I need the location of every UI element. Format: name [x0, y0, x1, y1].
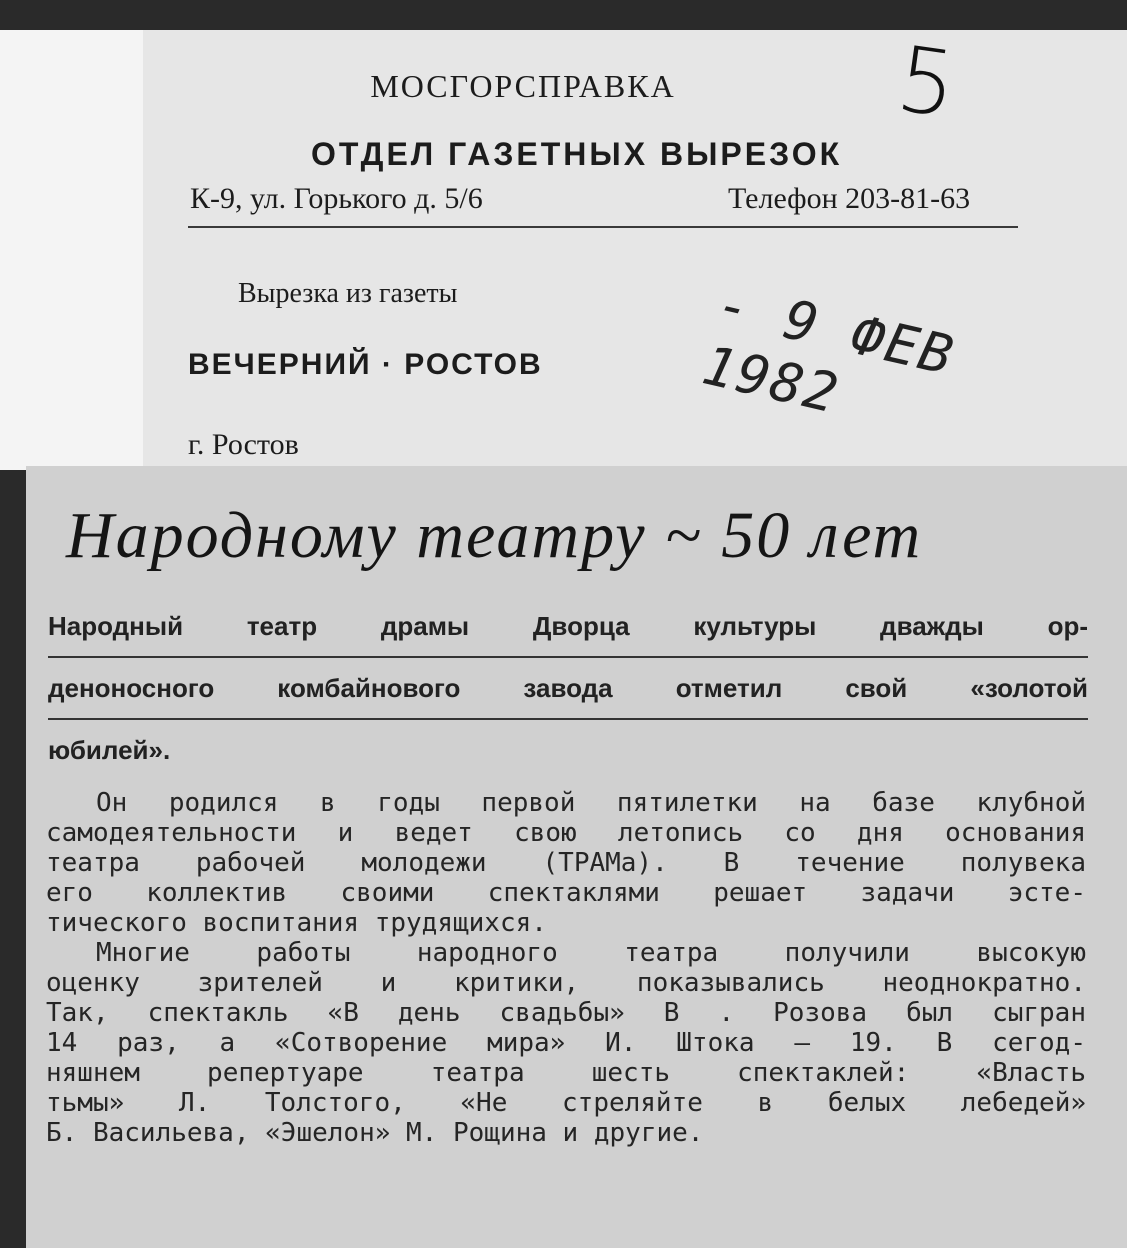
body-line: 14 раз, а «Сотворение мира» И. Штока — 19. В сегод-: [46, 1028, 1086, 1058]
body-line: театра рабочей молодежи (ТРАМа). В течение полувека: [46, 848, 1086, 878]
body-line: оценку зрителей и критики, показывались неоднократно.: [46, 968, 1086, 998]
lead-line: Народный театр драмы Дворца культуры дважды ор-: [48, 596, 1088, 658]
body-line: его коллектив своими спектаклями решает задачи эсте-: [46, 878, 1086, 908]
body-line: тьмы» Л. Толстого, «Не стреляйте в белых лебедей»: [46, 1088, 1086, 1118]
lead-line: юбилей».: [48, 735, 171, 765]
service-card: [143, 26, 1127, 500]
handwritten-page-number: 5: [890, 26, 963, 139]
clipping-from-label: Вырезка из газеты: [238, 278, 458, 309]
card-margin: [0, 30, 143, 470]
address: К-9, ул. Горького д. 5/6: [190, 182, 483, 215]
newspaper-name: ВЕЧЕРНИЙ · РОСТОВ: [188, 348, 543, 381]
body-line: няшнем репертуаре театра шесть спектаклей: «Власть: [46, 1058, 1086, 1088]
body-line: Так, спектакль «В день свадьбы» В . Розова был сыгран: [46, 998, 1086, 1028]
lead-line: деноносного комбайнового завода отметил свой «золотой: [48, 658, 1088, 720]
date-stamp: - 9 ФЕВ 1982: [696, 272, 961, 426]
article-lead: [48, 596, 1088, 780]
department-name: ОТДЕЛ ГАЗЕТНЫХ ВЫРЕЗОК: [311, 136, 843, 172]
agency-name: МОСГОРСПРАВКА: [370, 68, 676, 104]
article-headline: Народному театру ~ 50 лет: [66, 499, 923, 572]
newspaper-clipping: [26, 466, 1127, 1248]
body-line: Многие работы народного театра получили высокую: [96, 938, 1086, 968]
divider: [188, 226, 1018, 228]
body-line: самодеятельности и ведет свою летопись со дня основания: [46, 818, 1086, 848]
body-line: Он родился в годы первой пятилетки на базе клубной: [96, 788, 1086, 818]
body-line: Б. Васильева, «Эшелон» М. Рощина и другие.: [46, 1118, 704, 1148]
article-body: [46, 788, 1086, 1148]
phone-number: Телефон 203-81-63: [728, 182, 971, 215]
body-line: тического воспитания трудящихся.: [46, 908, 547, 938]
city: г. Ростов: [188, 428, 299, 461]
